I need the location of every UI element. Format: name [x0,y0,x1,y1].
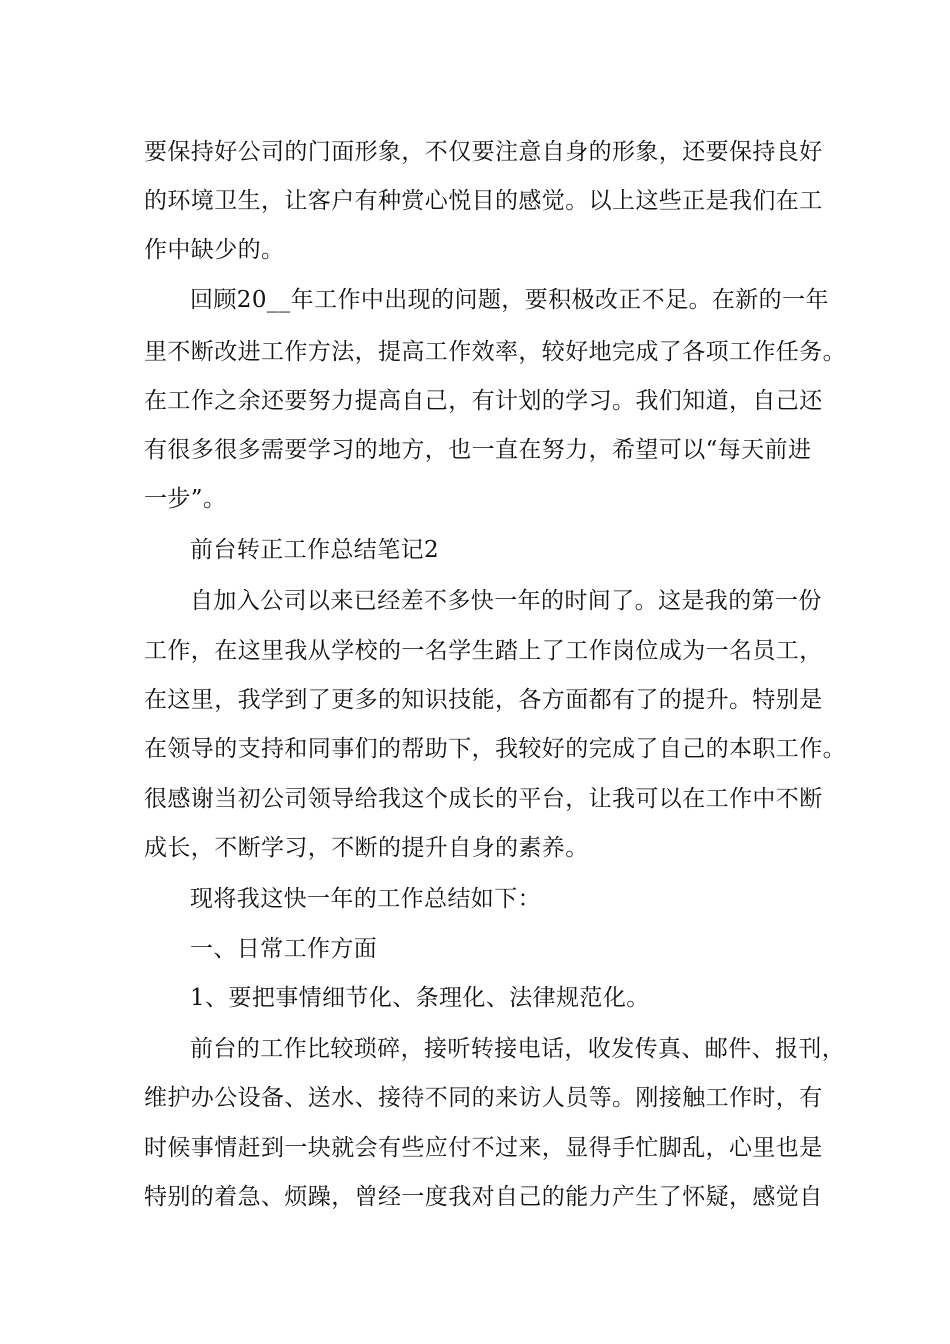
text-line: 工作，在这里我从学校的一名学生踏上了工作岗位成为一名员工， [144,638,823,664]
text-line: 在领导的支持和同事们的帮助下，我较好的完成了自己的本职工作。 [144,736,846,762]
text-line: 前台的工作比较琐碎，接听转接电话，收发传真、邮件、报刊， [190,1036,846,1062]
text-line: 的环境卫生，让客户有种赏心悦目的感觉。以上这些正是我们在工 [144,188,823,214]
text-line: 在这里，我学到了更多的知识技能，各方面都有了的提升。特别是 [144,687,823,713]
text-line: 有很多很多需要学习的地方，也一直在努力，希望可以“每天前进 [144,437,812,463]
text-line: 时候事情赶到一块就会有些应付不过来，显得手忙脚乱，心里也是 [144,1135,823,1161]
list-item: 1、要把事情细节化、条理化、法律规范化。 [190,985,650,1011]
text-line: 一步”。 [144,486,227,512]
text-line: 成长，不断学习，不断的提升自身的素养。 [144,835,589,861]
section-heading: 一、日常工作方面 [190,936,378,962]
section-heading: 前台转正工作总结笔记2 [190,537,440,563]
text-line: 要保持好公司的门面形象，不仅要注意自身的形象，还要保持良好 [144,139,823,165]
text-line: 回顾20__年工作中出现的问题，要积极改正不足。在新的一年 [190,287,829,313]
text-line: 自加入公司以来已经差不多快一年的时间了。这是我的第一份 [190,588,822,614]
text-line: 作中缺少的。 [144,237,285,263]
text-line: 很感谢当初公司领导给我这个成长的平台，让我可以在工作中不断 [144,786,823,812]
text-line: 维护办公设备、送水、接待不同的来访人员等。刚接触工作时，有 [144,1085,823,1111]
text-line: 在工作之余还要努力提高自己，有计划的学习。我们知道，自己还 [144,388,823,414]
text-line: 现将我这快一年的工作总结如下： [190,886,541,912]
text-line: 特别的着急、烦躁，曾经一度我对自己的能力产生了怀疑，感觉自 [144,1184,823,1210]
text-line: 里不断改进工作方法，提高工作效率，较好地完成了各项工作任务。 [144,339,846,365]
